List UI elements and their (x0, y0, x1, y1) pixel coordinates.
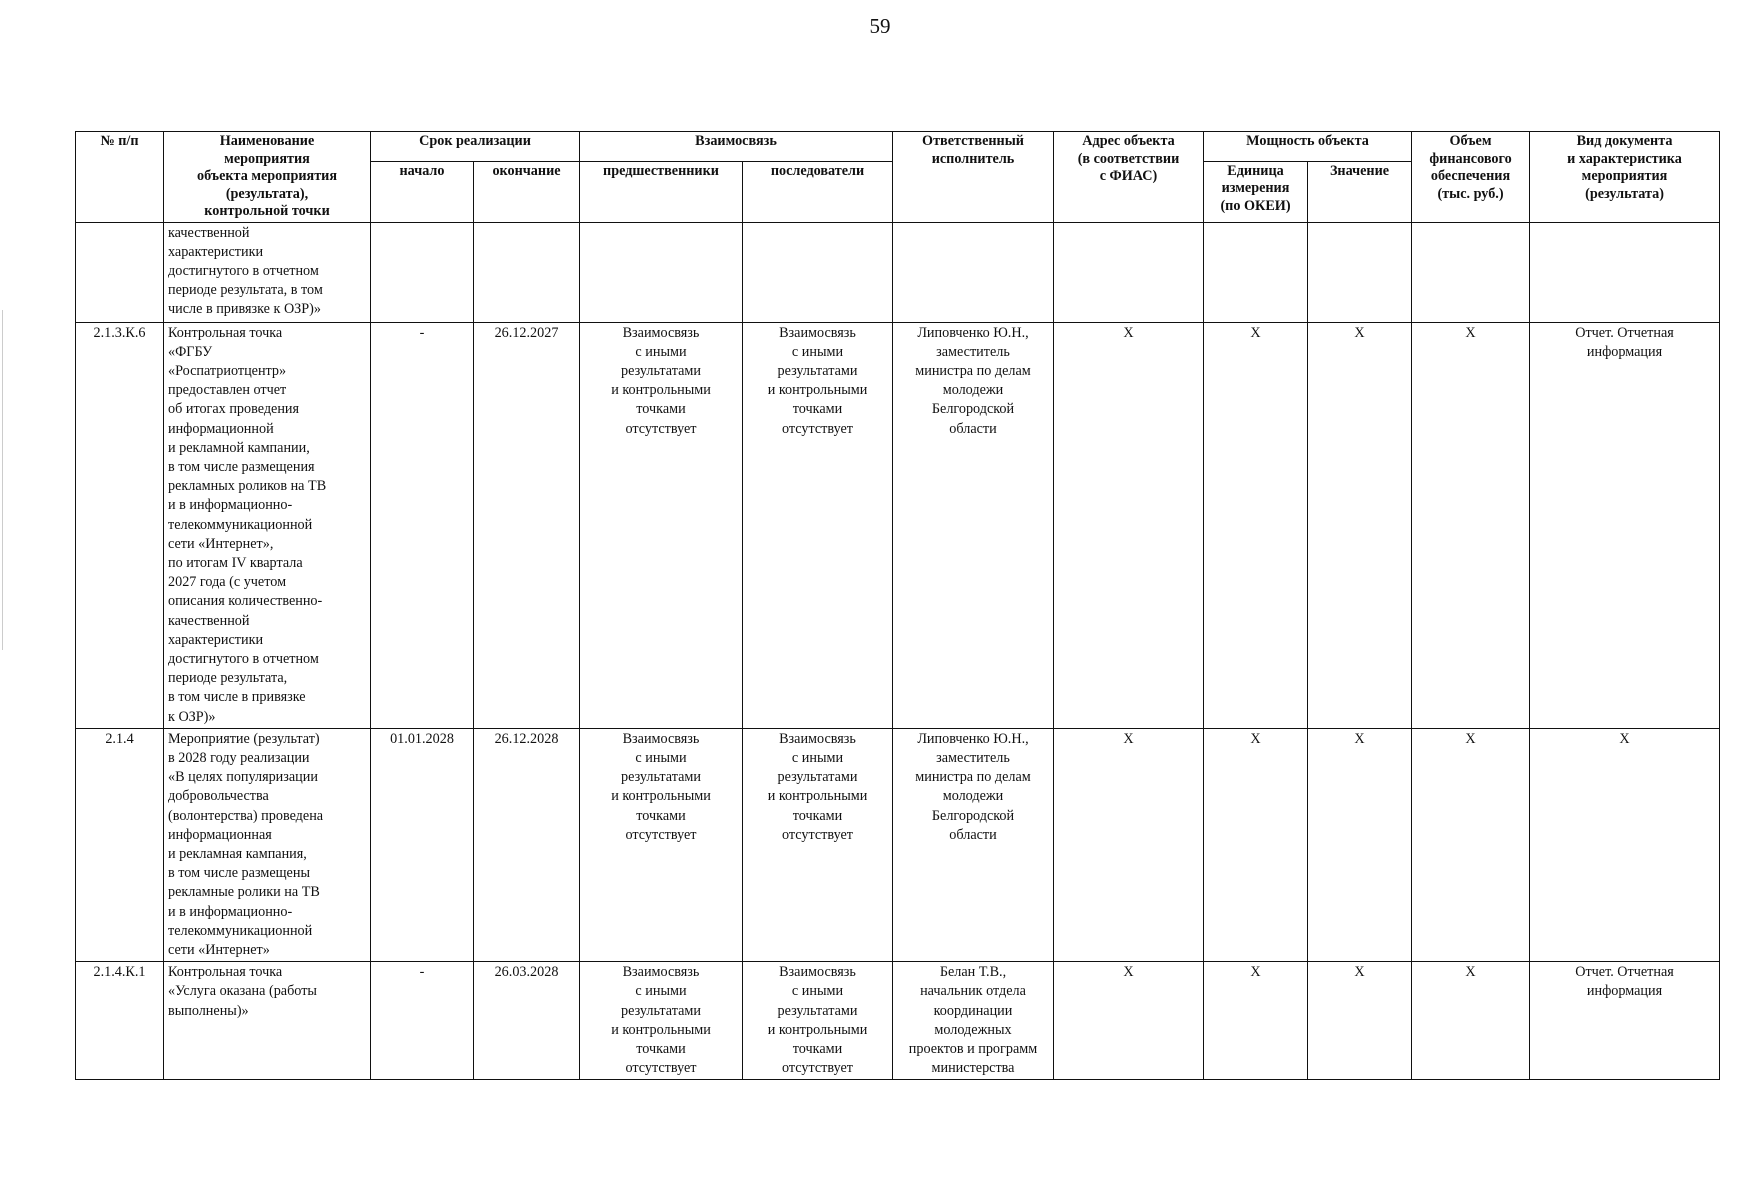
header-relation-prev: предшественники (580, 161, 743, 222)
header-period-start: начало (371, 161, 474, 222)
header-doc-type: Вид документа и характеристика мероприятия (результата) (1530, 132, 1720, 223)
cell-unit: X (1204, 962, 1308, 1080)
header-period: Срок реализации (371, 132, 580, 162)
cell-next: Взаимосвязь с иными результатами и контрольными точками отсутствует (743, 728, 893, 961)
cell-responsible: Белан Т.В., начальник отдела координации молодежных проектов и программ министерства (893, 962, 1054, 1080)
table-row (76, 728, 1720, 961)
table-row (76, 222, 1720, 322)
cell-address: X (1054, 322, 1204, 728)
cell-num (76, 222, 164, 322)
cell-value: X (1308, 728, 1412, 961)
cell-end: 26.03.2028 (474, 962, 580, 1080)
cell-value: X (1308, 962, 1412, 1080)
cell-finance: X (1412, 962, 1530, 1080)
cell-finance: X (1412, 728, 1530, 961)
header-period-end: окончание (474, 161, 580, 222)
cell-doc: Отчет. Отчетная информация (1530, 322, 1720, 728)
page-edge-line (2, 310, 3, 650)
cell-num: 2.1.4.К.1 (76, 962, 164, 1080)
cell-prev: Взаимосвязь с иными результатами и контрольными точками отсутствует (580, 322, 743, 728)
cell-start (371, 222, 474, 322)
cell-prev: Взаимосвязь с иными результатами и контрольными точками отсутствует (580, 962, 743, 1080)
cell-start: 01.01.2028 (371, 728, 474, 961)
cell-next (743, 222, 893, 322)
header-capacity-unit: Единица измерения (по ОКЕИ) (1204, 161, 1308, 222)
cell-next: Взаимосвязь с иными результатами и контрольными точками отсутствует (743, 322, 893, 728)
header-row-1 (76, 132, 1720, 162)
cell-finance: X (1412, 322, 1530, 728)
cell-doc: X (1530, 728, 1720, 961)
cell-prev (580, 222, 743, 322)
table-row (76, 962, 1720, 1080)
header-relation-next: последователи (743, 161, 893, 222)
cell-unit (1204, 222, 1308, 322)
cell-end (474, 222, 580, 322)
cell-num: 2.1.3.К.6 (76, 322, 164, 728)
cell-finance (1412, 222, 1530, 322)
cell-responsible (893, 222, 1054, 322)
cell-value: X (1308, 322, 1412, 728)
header-num: № п/п (76, 132, 164, 223)
cell-start: - (371, 322, 474, 728)
cell-doc: Отчет. Отчетная информация (1530, 962, 1720, 1080)
cell-unit: X (1204, 322, 1308, 728)
header-capacity: Мощность объекта (1204, 132, 1412, 162)
header-name: Наименование мероприятия объекта мероприятия (результата), контрольной точки (164, 132, 371, 223)
cell-doc (1530, 222, 1720, 322)
header-capacity-value: Значение (1308, 161, 1412, 222)
cell-num: 2.1.4 (76, 728, 164, 961)
cell-address: X (1054, 962, 1204, 1080)
cell-end: 26.12.2027 (474, 322, 580, 728)
header-address: Адрес объекта (в соответствии с ФИАС) (1054, 132, 1204, 223)
cell-address (1054, 222, 1204, 322)
cell-name: Контрольная точка «Услуга оказана (работы выполнены)» (164, 962, 371, 1080)
header-finance: Объем финансового обеспечения (тыс. руб.) (1412, 132, 1530, 223)
cell-end: 26.12.2028 (474, 728, 580, 961)
header-responsible: Ответственный исполнитель (893, 132, 1054, 223)
cell-name: Контрольная точка «ФГБУ «Роспатриотцентр» предоставлен отчет об итогах проведения информационной и рекламной кампании, в том числе размещения рекламных роликов на ТВ и в информационно- телекоммуникационной сети «Интернет», по итогам IV квартала 2027 года (с учетом описания количественно- качественной характеристики достигнутого в отчетном периоде результата, в том числе в привязке к ОЗР)» (164, 322, 371, 728)
table-row (76, 322, 1720, 728)
cell-name: качественной характеристики достигнутого в отчетном периоде результата, в том числе в привязке к ОЗР)» (164, 222, 371, 322)
plan-table (75, 131, 1720, 1080)
cell-start: - (371, 962, 474, 1080)
cell-next: Взаимосвязь с иными результатами и контрольными точками отсутствует (743, 962, 893, 1080)
cell-prev: Взаимосвязь с иными результатами и контрольными точками отсутствует (580, 728, 743, 961)
cell-name: Мероприятие (результат) в 2028 году реализации «В целях популяризации добровольчества (волонтерства) проведена информационная и рекламная кампания, в том числе размещены рекламные ролики на ТВ и в информационно- телекоммуникационной сети «Интернет» (164, 728, 371, 961)
cell-unit: X (1204, 728, 1308, 961)
cell-value (1308, 222, 1412, 322)
header-relation: Взаимосвязь (580, 132, 893, 162)
cell-responsible: Липовченко Ю.Н., заместитель министра по делам молодежи Белгородской области (893, 322, 1054, 728)
page-number: 59 (869, 14, 891, 38)
cell-address: X (1054, 728, 1204, 961)
cell-responsible: Липовченко Ю.Н., заместитель министра по делам молодежи Белгородской области (893, 728, 1054, 961)
